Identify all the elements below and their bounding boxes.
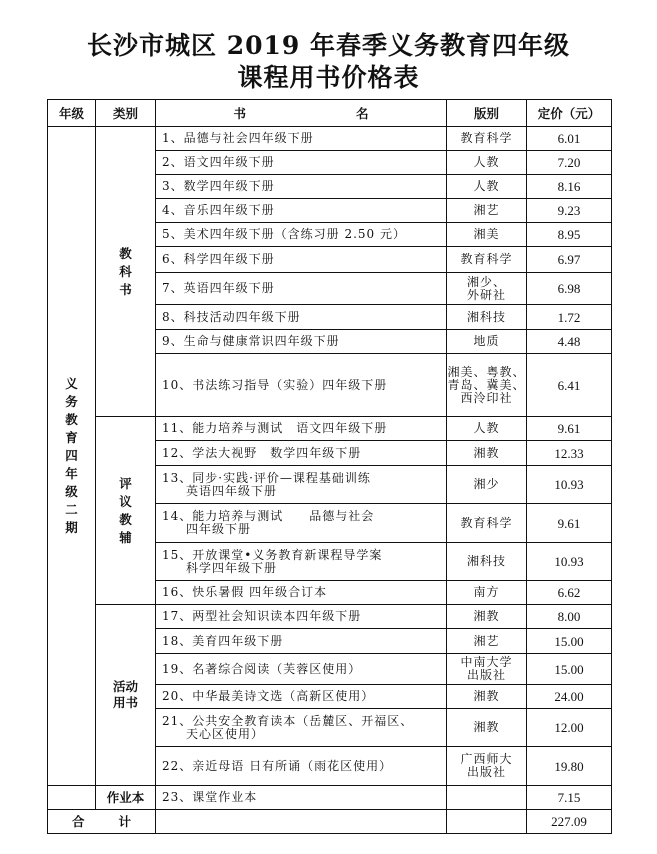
table-row: [48, 417, 612, 441]
edition: [447, 629, 527, 654]
category-textbook-label: 教科书: [119, 245, 132, 297]
book-name: [156, 151, 447, 175]
header-category: 类别: [96, 100, 156, 127]
price: 19.80: [527, 747, 612, 786]
edition-line1: 湘教: [473, 445, 500, 460]
edition: [447, 504, 527, 543]
category-review-label: 评议教辅: [119, 475, 132, 545]
edition: [447, 685, 527, 709]
edition: [447, 654, 527, 685]
edition-line1: 湘艺: [473, 633, 500, 648]
edition-line2: 出版社: [466, 765, 506, 779]
book-name-line1: 15、开放课堂•义务教育新课程导学案: [162, 547, 383, 562]
price: 10.93: [527, 466, 612, 504]
edition: [447, 786, 527, 810]
edition-line1: 湘艺: [473, 203, 500, 217]
edition: [447, 175, 527, 199]
book-name-line1: 12、学法大视野 数学四年级下册: [162, 445, 362, 460]
edition-line1: 湘教: [473, 720, 500, 734]
book-name: [156, 127, 447, 151]
grade-cell: [48, 127, 96, 786]
book-name: [156, 199, 447, 223]
book-name-line1: 8、科技活动四年级下册: [162, 309, 301, 324]
price: 6.01: [527, 127, 612, 151]
edition: [447, 305, 527, 330]
price: 6.62: [527, 581, 612, 605]
table-row: [48, 786, 612, 810]
edition: [447, 354, 527, 417]
edition: [447, 709, 527, 747]
price: 8.95: [527, 223, 612, 247]
category-activity-label-1: 活动: [112, 679, 138, 694]
price: 8.00: [527, 605, 612, 629]
edition: [447, 605, 527, 629]
edition: [447, 330, 527, 354]
table-row: [48, 127, 612, 151]
book-name-line1: 9、生命与健康常识四年级下册: [162, 334, 340, 348]
edition: [447, 747, 527, 786]
book-name-line1: 20、中华最美诗文选（高新区使用）: [162, 689, 375, 703]
total-label-char2: 计: [118, 813, 132, 829]
price: 10.93: [527, 543, 612, 581]
edition-line1: 湘教: [473, 689, 500, 703]
price: 4.48: [527, 330, 612, 354]
edition-line1: 湘少、: [466, 274, 506, 289]
book-name-line1: 23、课堂作业本: [162, 790, 258, 804]
total-label-char1: 合: [71, 813, 85, 829]
edition-line1: 湘教: [473, 609, 500, 623]
price: 12.33: [527, 441, 612, 466]
header-grade: 年级: [48, 100, 96, 127]
price: 7.20: [527, 151, 612, 175]
edition-line1: 广西师大: [460, 752, 513, 766]
book-name: [156, 654, 447, 685]
book-name-line1: 2、语文四年级下册: [162, 155, 275, 169]
book-name-line1: 3、数学四年级下册: [162, 179, 275, 193]
book-name: [156, 247, 447, 273]
edition-line1: 人教: [473, 421, 500, 435]
header-book-name-char1: 书: [233, 105, 246, 121]
edition-line1: 教育科学: [460, 515, 513, 530]
price-table: [47, 99, 612, 834]
edition-line1: 南方: [473, 585, 500, 599]
category-textbook: [96, 127, 156, 417]
book-name: [156, 175, 447, 199]
price: 15.00: [527, 654, 612, 685]
book-name: [156, 605, 447, 629]
book-name: [156, 273, 447, 305]
edition: [447, 417, 527, 441]
book-name: [156, 747, 447, 786]
price: 6.97: [527, 247, 612, 273]
edition-line1: 人教: [473, 155, 500, 169]
edition-line3: 西泠印社: [460, 390, 513, 405]
book-name: [156, 223, 447, 247]
price: 9.23: [527, 199, 612, 223]
total-label: [48, 810, 156, 834]
book-name: [156, 466, 447, 504]
book-name-line1: 7、英语四年级下册: [162, 281, 275, 295]
header-edition: 版别: [447, 100, 527, 127]
header-row: [48, 100, 612, 127]
price: 6.41: [527, 354, 612, 417]
book-name-line1: 6、科学四年级下册: [162, 252, 275, 266]
book-name-line1: 16、快乐暑假 四年级合订本: [162, 585, 328, 599]
total-price: 227.09: [527, 810, 612, 834]
edition-line1: 湘科技: [466, 554, 506, 568]
book-name-line1: 17、两型社会知识读本四年级下册: [162, 609, 362, 623]
header-price: 定价（元）: [527, 100, 612, 127]
edition-line1: 湘美: [473, 227, 500, 241]
edition-line2: 青岛、冀美、: [447, 377, 526, 392]
price: 6.98: [527, 273, 612, 305]
category-homework: 作业本: [96, 786, 156, 810]
edition: [447, 247, 527, 273]
book-name-line1: 21、公共安全教育读本（岳麓区、开福区、: [162, 713, 414, 728]
edition-line1: 湘科技: [466, 309, 506, 324]
book-name: [156, 709, 447, 747]
book-name: [156, 417, 447, 441]
table-row: [48, 605, 612, 629]
document-title-line1: 长沙市城区 2019 年春季义务教育四年级: [87, 31, 570, 60]
edition-line1: 人教: [473, 179, 500, 193]
book-name-line1: 22、亲近母语 日有所诵（雨花区使用）: [162, 758, 393, 773]
book-name-line1: 4、音乐四年级下册: [162, 203, 275, 217]
edition-line1: 教育科学: [460, 252, 513, 266]
category-activity-label-2: 用书: [112, 695, 138, 710]
book-name-line1: 13、同步·实践·评价—课程基础训练: [162, 470, 371, 485]
book-name-line2: 四年级下册: [186, 522, 252, 536]
edition-line1: 地质: [473, 334, 500, 348]
book-name-line1: 5、美术四年级下册（含练习册 2.50 元）: [162, 227, 406, 241]
book-name: [156, 305, 447, 330]
total-name-empty: [156, 810, 447, 834]
edition-line1: 教育科学: [460, 131, 513, 145]
book-name-line1: 11、能力培养与测试 语文四年级下册: [162, 421, 388, 435]
price: 12.00: [527, 709, 612, 747]
document-title-line2: 课程用书价格表: [237, 63, 420, 92]
edition: [447, 223, 527, 247]
book-name: [156, 354, 447, 417]
book-name-line1: 14、能力培养与测试 品德与社会: [162, 509, 375, 523]
edition-line2: 出版社: [466, 668, 506, 682]
edition: [447, 441, 527, 466]
book-name: [156, 543, 447, 581]
price: 15.00: [527, 629, 612, 654]
price: 9.61: [527, 417, 612, 441]
category-review: [96, 417, 156, 605]
header-book-name-char2: 名: [356, 105, 369, 121]
price: 7.15: [527, 786, 612, 810]
edition-line1: 湘少: [473, 477, 500, 491]
book-name: [156, 581, 447, 605]
book-name-line1: 18、美育四年级下册: [162, 633, 284, 648]
book-name-line1: 1、品德与社会四年级下册: [162, 131, 314, 145]
book-name: [156, 685, 447, 709]
edition: [447, 543, 527, 581]
price: 9.61: [527, 504, 612, 543]
edition-line1: 湘美、粤教、: [447, 364, 526, 379]
edition: [447, 199, 527, 223]
edition: [447, 273, 527, 305]
price: 1.72: [527, 305, 612, 330]
total-edition-empty: [447, 810, 527, 834]
book-name-line2: 英语四年级下册: [186, 483, 278, 498]
price: 8.16: [527, 175, 612, 199]
category-activity: [96, 605, 156, 786]
book-name: [156, 629, 447, 654]
edition: [447, 151, 527, 175]
edition: [447, 127, 527, 151]
book-name-line1: 19、名著综合阅读（芙蓉区使用）: [162, 661, 362, 676]
book-name-line2: 科学四年级下册: [186, 560, 278, 575]
book-name: [156, 441, 447, 466]
edition: [447, 466, 527, 504]
book-name: [156, 504, 447, 543]
grade-label: 义务教育四年级二期: [65, 376, 78, 535]
book-name-line2: 天心区使用）: [186, 726, 265, 741]
total-row: [48, 810, 612, 834]
book-name: [156, 786, 447, 810]
book-name: [156, 330, 447, 354]
book-name-line1: 10、书法练习指导（实验）四年级下册: [162, 377, 388, 392]
edition-line2: 外研社: [466, 287, 506, 302]
price: 24.00: [527, 685, 612, 709]
header-book-name: [156, 100, 447, 127]
edition: [447, 581, 527, 605]
edition-line1: 中南大学: [460, 655, 513, 669]
grade-cell-empty: [48, 786, 96, 810]
